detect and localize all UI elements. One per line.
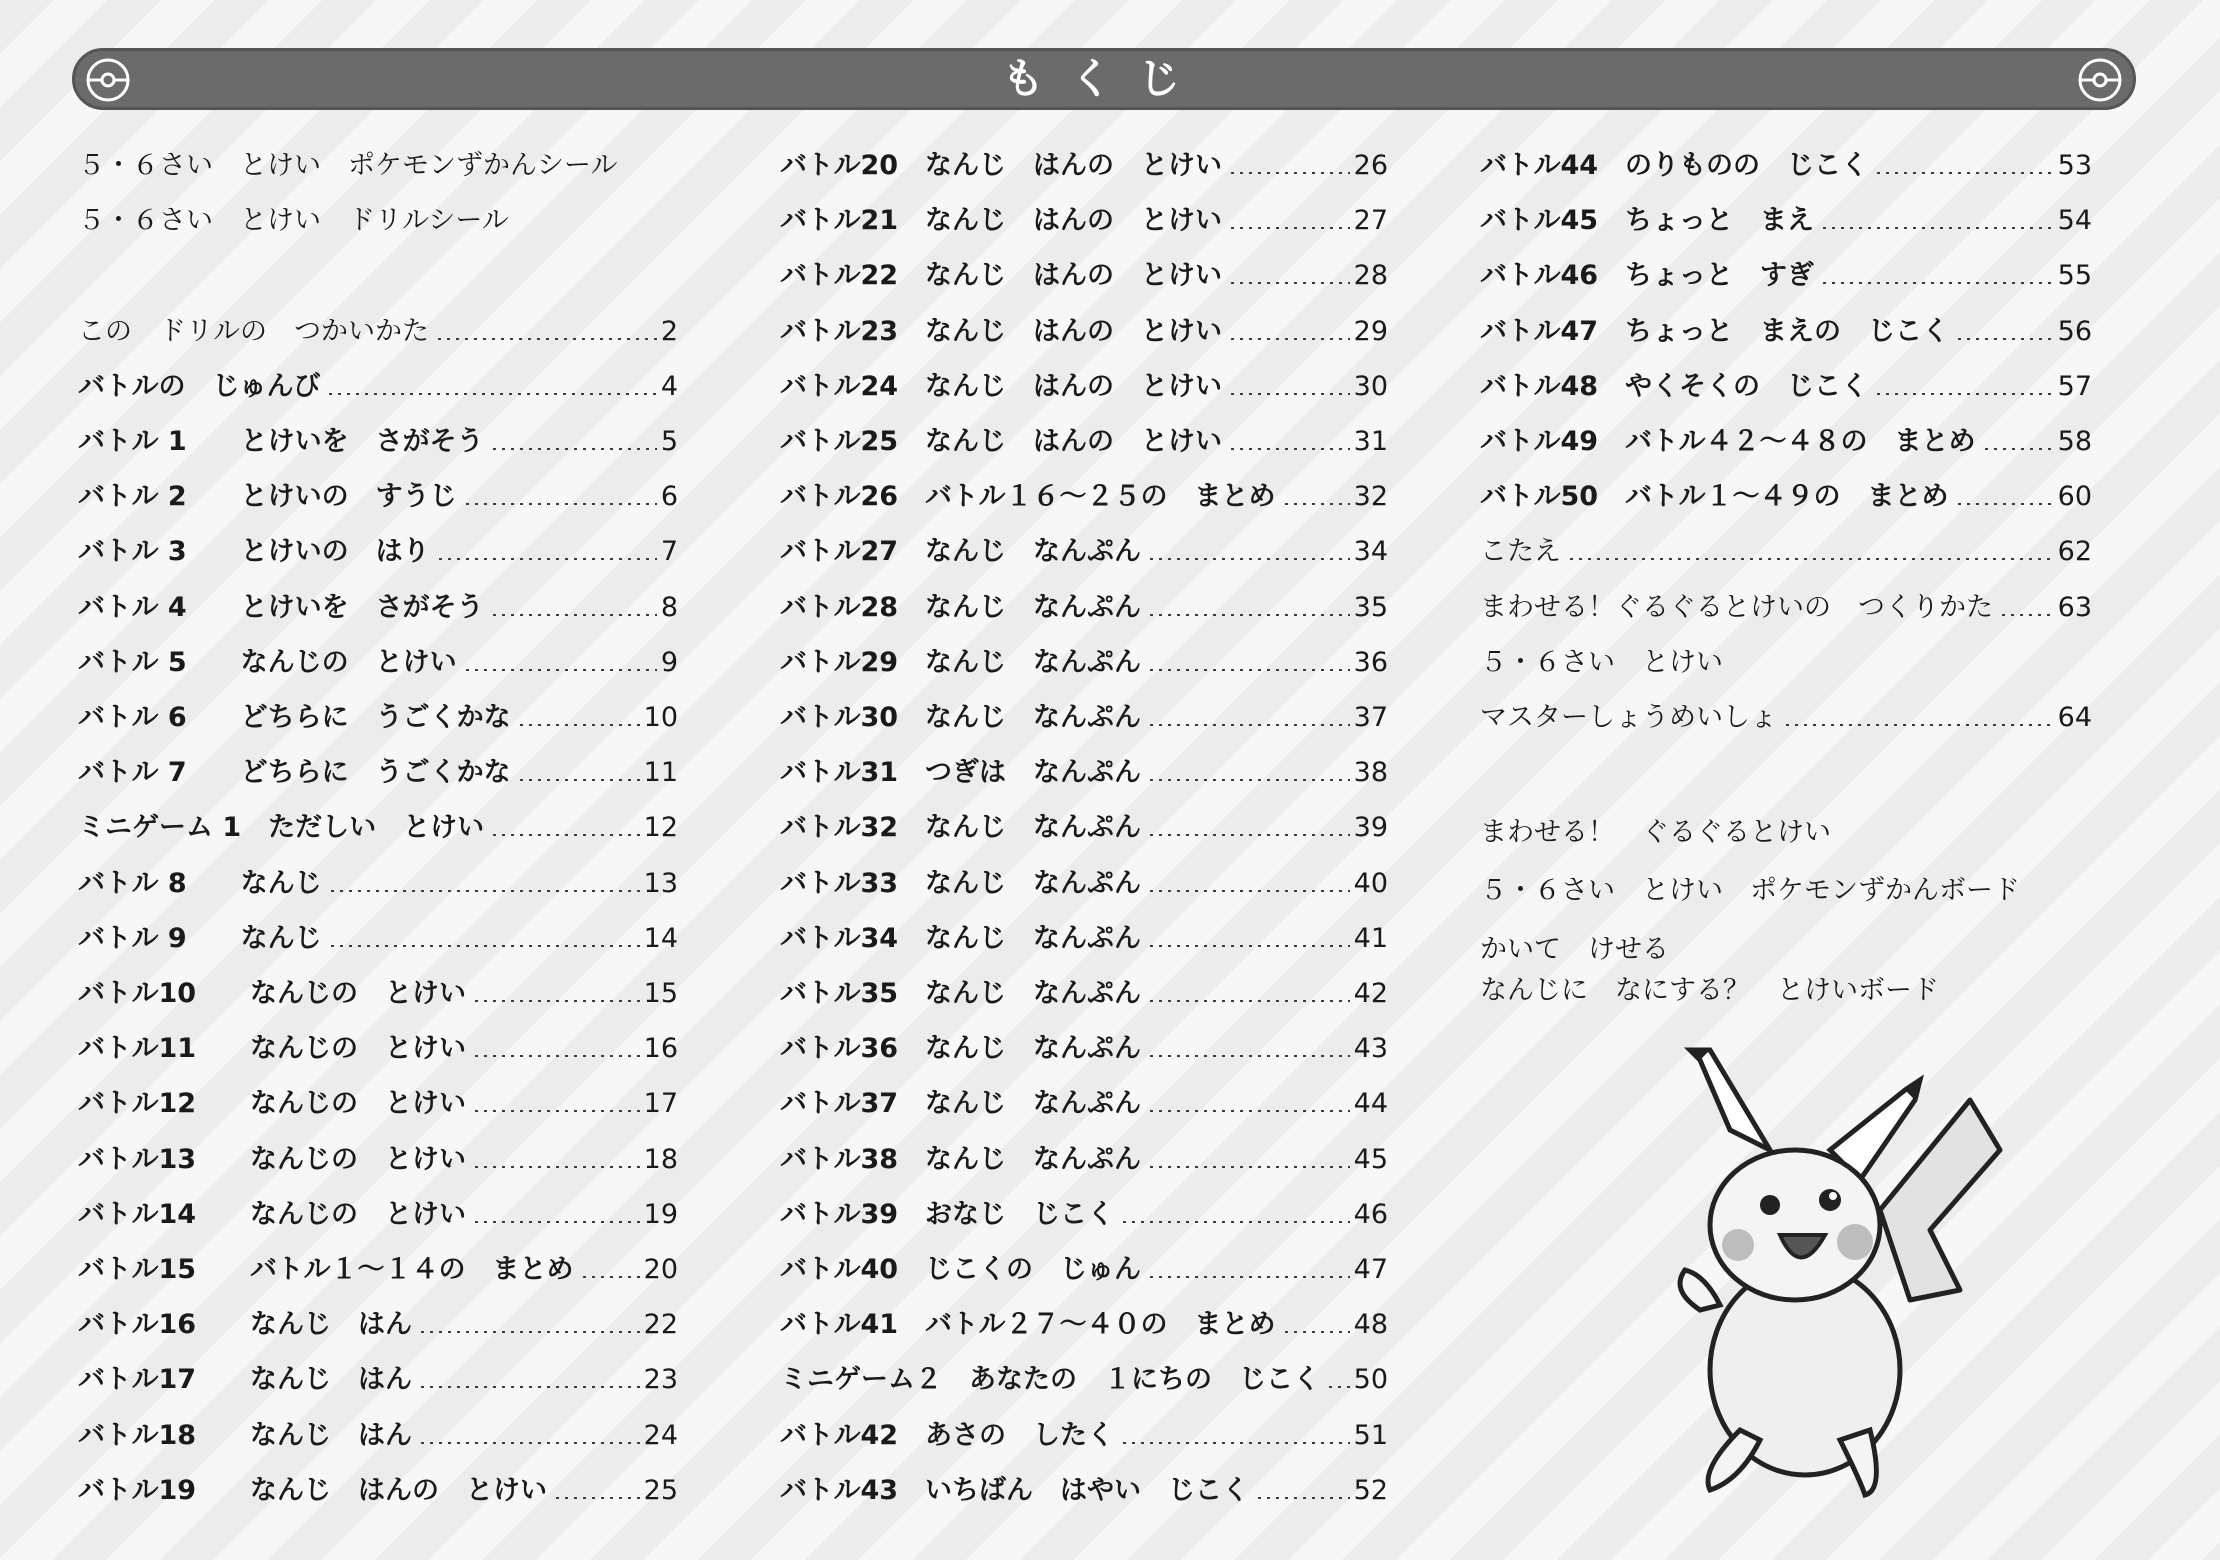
toc-entry bbox=[780, 755, 1388, 791]
toc-entry-title: バトル24 なんじ はんの とけい bbox=[780, 371, 1223, 402]
toc-page-number: 50 bbox=[1353, 1364, 1388, 1395]
page-title: もくじ bbox=[1001, 54, 1206, 103]
toc-page-number: 42 bbox=[1353, 978, 1388, 1009]
toc-entry bbox=[780, 1142, 1388, 1178]
dot-leader bbox=[1326, 1386, 1350, 1388]
toc-entry-title: マスターしょうめいしょ bbox=[1480, 702, 1777, 733]
toc-entry-title: バトル41 バトル２７〜４０の まとめ bbox=[780, 1309, 1276, 1340]
toc-page-number: 57 bbox=[2057, 371, 2092, 402]
dot-leader bbox=[1147, 1110, 1350, 1112]
toc-entry bbox=[78, 755, 678, 791]
toc-page-number: 7 bbox=[660, 536, 678, 567]
toc-entry-title: ミニゲーム２ あなたの １にちの じこく bbox=[780, 1364, 1320, 1395]
dot-leader bbox=[1228, 282, 1350, 284]
dot-leader bbox=[517, 724, 640, 726]
dot-leader bbox=[1228, 393, 1350, 395]
pikachu-illustration bbox=[1630, 1040, 2030, 1500]
toc-entry-title: バトル 3 とけいの はり bbox=[78, 536, 430, 567]
toc-entry-title: バトル16 なんじ はん bbox=[78, 1309, 413, 1340]
dot-leader bbox=[1255, 1497, 1350, 1499]
toc-entry bbox=[780, 369, 1388, 405]
toc-page-number: 8 bbox=[660, 592, 678, 623]
toc-entry-title: バトル45 ちょっと まえ bbox=[1480, 205, 1815, 236]
extra-item: ５・６さい とけい ポケモンずかんボード bbox=[1480, 875, 2020, 906]
toc-entry bbox=[1480, 479, 2092, 515]
dot-leader bbox=[463, 669, 657, 671]
toc-entry-title: バトル40 じこくの じゅん bbox=[780, 1254, 1142, 1285]
dot-leader bbox=[1955, 503, 2054, 505]
dot-leader bbox=[1147, 1000, 1350, 1002]
toc-page-number: 64 bbox=[2057, 702, 2092, 733]
toc-page-number: 29 bbox=[1353, 316, 1388, 347]
dot-leader bbox=[472, 1221, 640, 1223]
toc-entry-title: バトル18 なんじ はん bbox=[78, 1420, 413, 1451]
dot-leader bbox=[1228, 227, 1350, 229]
toc-page-number: 60 bbox=[2057, 481, 2092, 512]
toc-entry bbox=[780, 314, 1388, 350]
toc-entry-title: バトルの じゅんび bbox=[78, 371, 321, 402]
toc-page-number: 48 bbox=[1353, 1309, 1388, 1340]
toc-page-number: 51 bbox=[1353, 1420, 1388, 1451]
toc-entry-title: バトル13 なんじの とけい bbox=[78, 1144, 467, 1175]
toc-entry bbox=[78, 976, 678, 1012]
dot-leader bbox=[1147, 724, 1350, 726]
dot-leader bbox=[1147, 669, 1350, 671]
dot-leader bbox=[580, 1276, 640, 1278]
dot-leader bbox=[1147, 834, 1350, 836]
dot-leader bbox=[1982, 448, 2054, 450]
toc-page-number: 10 bbox=[643, 702, 678, 733]
toc-page-number: 4 bbox=[660, 371, 678, 402]
toc-page-number: 41 bbox=[1353, 923, 1388, 954]
dot-leader bbox=[1282, 1331, 1350, 1333]
toc-entry bbox=[78, 866, 678, 902]
dot-leader bbox=[1955, 338, 2054, 340]
toc-entry bbox=[78, 534, 678, 570]
dot-leader bbox=[1874, 393, 2054, 395]
toc-entry-title: バトル47 ちょっと まえの じこく bbox=[1480, 316, 1950, 347]
toc-entry bbox=[780, 479, 1388, 515]
toc-entry-title: バトル32 なんじ なんぷん bbox=[780, 812, 1142, 843]
dot-leader bbox=[435, 338, 657, 340]
toc-entry bbox=[780, 534, 1388, 570]
toc-page-number: 55 bbox=[2057, 260, 2092, 291]
toc-entry bbox=[78, 590, 678, 626]
title-bar bbox=[72, 48, 2136, 110]
toc-entry-title: バトル38 なんじ なんぷん bbox=[780, 1144, 1142, 1175]
toc-entry-title: バトル11 なんじの とけい bbox=[78, 1033, 467, 1064]
toc-page-number: 24 bbox=[643, 1420, 678, 1451]
toc-entry bbox=[78, 810, 678, 846]
toc-entry-title: バトル 4 とけいを さがそう bbox=[78, 592, 484, 623]
dot-leader bbox=[1567, 558, 2054, 560]
toc-page-number: 38 bbox=[1353, 757, 1388, 788]
toc-entry bbox=[780, 1307, 1388, 1343]
toc-entry-title: バトル21 なんじ はんの とけい bbox=[780, 205, 1223, 236]
dot-leader bbox=[1783, 724, 2054, 726]
toc-page-number: 17 bbox=[643, 1088, 678, 1119]
dot-leader bbox=[1147, 1276, 1350, 1278]
dot-leader bbox=[1147, 779, 1350, 781]
dot-leader bbox=[490, 614, 657, 616]
toc-page-number: 52 bbox=[1353, 1475, 1388, 1506]
dot-leader bbox=[1147, 558, 1350, 560]
toc-entry-title: バトル17 なんじ はん bbox=[78, 1364, 413, 1395]
toc-entry-title: バトル46 ちょっと すぎ bbox=[1480, 260, 1815, 291]
toc-page-number: 9 bbox=[660, 647, 678, 678]
toc-entry bbox=[1480, 148, 2092, 184]
dot-leader bbox=[418, 1331, 640, 1333]
toc-entry-title: バトル 6 どちらに うごくかな bbox=[78, 702, 511, 733]
toc-page-number: 16 bbox=[643, 1033, 678, 1064]
toc-entry-title: バトル29 なんじ なんぷん bbox=[780, 647, 1142, 678]
toc-entry bbox=[780, 976, 1388, 1012]
toc-entry-title: バトル35 なんじ なんぷん bbox=[780, 978, 1142, 1009]
dot-leader bbox=[1147, 1055, 1350, 1057]
dot-leader bbox=[418, 1442, 640, 1444]
toc-page-number: 2 bbox=[660, 316, 678, 347]
toc-page-number: 37 bbox=[1353, 702, 1388, 733]
toc-entry-title: バトル27 なんじ なんぷん bbox=[780, 536, 1142, 567]
toc-entry-title: バトル37 なんじ なんぷん bbox=[780, 1088, 1142, 1119]
dot-leader bbox=[1228, 448, 1350, 450]
toc-entry bbox=[78, 148, 678, 184]
dot-leader bbox=[1120, 1442, 1350, 1444]
toc-page-number: 46 bbox=[1353, 1199, 1388, 1230]
toc-page-number: 39 bbox=[1353, 812, 1388, 843]
toc-entry-title: ５・６さい とけい ポケモンずかんシール bbox=[78, 150, 618, 181]
toc-entry-title: バトル15 バトル１〜１４の まとめ bbox=[78, 1254, 574, 1285]
dot-leader bbox=[328, 890, 640, 892]
toc-page-number: 25 bbox=[643, 1475, 678, 1506]
dot-leader bbox=[472, 1055, 640, 1057]
toc-page-number: 30 bbox=[1353, 371, 1388, 402]
toc-entry bbox=[780, 866, 1388, 902]
toc-entry bbox=[78, 921, 678, 957]
dot-leader bbox=[1228, 172, 1350, 174]
toc-entry bbox=[78, 700, 678, 736]
toc-page-number: 20 bbox=[643, 1254, 678, 1285]
toc-entry bbox=[780, 1473, 1388, 1509]
dot-leader bbox=[553, 1497, 640, 1499]
toc-entry bbox=[780, 1197, 1388, 1233]
toc-entry-title: バトル 1 とけいを さがそう bbox=[78, 426, 484, 457]
toc-page-number: 11 bbox=[643, 757, 678, 788]
toc-page-number: 12 bbox=[643, 812, 678, 843]
toc-entry bbox=[780, 810, 1388, 846]
toc-page-number: 47 bbox=[1353, 1254, 1388, 1285]
toc-entry-title: バトル 9 なんじ bbox=[78, 923, 322, 954]
dot-leader bbox=[1147, 890, 1350, 892]
toc-page-number: 35 bbox=[1353, 592, 1388, 623]
toc-page-number: 19 bbox=[643, 1199, 678, 1230]
dot-leader bbox=[472, 1000, 640, 1002]
extra-item: まわせる！ ぐるぐるとけい bbox=[1480, 817, 1831, 848]
toc-entry-title: バトル33 なんじ なんぷん bbox=[780, 868, 1142, 899]
toc-page-number: 5 bbox=[660, 426, 678, 457]
dot-leader bbox=[328, 945, 640, 947]
dot-leader bbox=[326, 393, 656, 395]
dot-leader bbox=[1120, 1221, 1350, 1223]
toc-entry-title: バトル14 なんじの とけい bbox=[78, 1199, 467, 1230]
toc-entry-title: バトル31 つぎは なんぷん bbox=[780, 757, 1142, 788]
toc-page-number: 54 bbox=[2057, 205, 2092, 236]
toc-entry bbox=[780, 1418, 1388, 1454]
toc-page-number: 14 bbox=[643, 923, 678, 954]
dot-leader bbox=[1820, 227, 2054, 229]
toc-page-number: 44 bbox=[1353, 1088, 1388, 1119]
toc-entry bbox=[1480, 424, 2092, 460]
toc-entry-title: バトル20 なんじ はんの とけい bbox=[780, 150, 1223, 181]
toc-entry-title: バトル39 おなじ じこく bbox=[780, 1199, 1115, 1230]
toc-entry bbox=[78, 1142, 678, 1178]
dot-leader bbox=[1228, 338, 1350, 340]
toc-page-number: 15 bbox=[643, 978, 678, 1009]
toc-page-number: 28 bbox=[1353, 260, 1388, 291]
toc-entry bbox=[1480, 534, 2092, 570]
toc-entry bbox=[78, 203, 678, 239]
toc-page-number: 40 bbox=[1353, 868, 1388, 899]
toc-entry bbox=[78, 1473, 678, 1509]
dot-leader bbox=[1147, 614, 1350, 616]
toc-entry-title: バトル 5 なんじの とけい bbox=[78, 647, 457, 678]
toc-entry-title: バトル34 なんじ なんぷん bbox=[780, 923, 1142, 954]
toc-page-number: 6 bbox=[660, 481, 678, 512]
toc-page-number: 27 bbox=[1353, 205, 1388, 236]
extra-item: かいて けせる bbox=[1480, 934, 1669, 965]
toc-entry bbox=[1480, 203, 2092, 239]
dot-leader bbox=[472, 1166, 640, 1168]
toc-page-number: 32 bbox=[1353, 481, 1388, 512]
toc-entry bbox=[78, 1252, 678, 1288]
toc-entry-title: バトル42 あさの したく bbox=[780, 1420, 1115, 1451]
toc-entry bbox=[1480, 645, 2092, 681]
dot-leader bbox=[1874, 172, 2054, 174]
toc-page-number: 63 bbox=[2057, 592, 2092, 623]
dot-leader bbox=[1147, 945, 1350, 947]
toc-entry bbox=[780, 1031, 1388, 1067]
toc-page-number: 58 bbox=[2057, 426, 2092, 457]
toc-entry bbox=[78, 369, 678, 405]
toc-entry bbox=[780, 148, 1388, 184]
toc-entry bbox=[780, 1086, 1388, 1122]
toc-entry bbox=[780, 921, 1388, 957]
toc-entry bbox=[780, 424, 1388, 460]
toc-entry bbox=[780, 203, 1388, 239]
toc-entry bbox=[780, 1252, 1388, 1288]
toc-entry-title: バトル10 なんじの とけい bbox=[78, 978, 467, 1009]
dot-leader bbox=[1282, 503, 1350, 505]
toc-entry bbox=[78, 424, 678, 460]
toc-entry bbox=[78, 1418, 678, 1454]
toc-entry-title: バトル23 なんじ はんの とけい bbox=[780, 316, 1223, 347]
toc-entry bbox=[780, 258, 1388, 294]
toc-page-number: 31 bbox=[1353, 426, 1388, 457]
toc-page-number: 56 bbox=[2057, 316, 2092, 347]
toc-entry bbox=[78, 1086, 678, 1122]
toc-entry-title: バトル 7 どちらに うごくかな bbox=[78, 757, 511, 788]
toc-page-number: 23 bbox=[643, 1364, 678, 1395]
toc-entry-title: バトル 2 とけいの すうじ bbox=[78, 481, 457, 512]
toc-entry-title: バトル19 なんじ はんの とけい bbox=[78, 1475, 548, 1506]
dot-leader bbox=[517, 779, 640, 781]
toc-page-number: 18 bbox=[643, 1144, 678, 1175]
toc-entry-title: バトル49 バトル４２〜４８の まとめ bbox=[1480, 426, 1976, 457]
toc-page-number: 43 bbox=[1353, 1033, 1388, 1064]
toc-entry bbox=[78, 1031, 678, 1067]
toc-page-number: 53 bbox=[2057, 150, 2092, 181]
dot-leader bbox=[463, 503, 657, 505]
toc-entry-title: バトル30 なんじ なんぷん bbox=[780, 702, 1142, 733]
toc-entry-title: バトル43 いちばん はやい じこく bbox=[780, 1475, 1250, 1506]
pokeball-icon bbox=[2077, 57, 2123, 103]
dot-leader bbox=[472, 1110, 640, 1112]
toc-entry-title: バトル25 なんじ はんの とけい bbox=[780, 426, 1223, 457]
toc-entry-title: バトル22 なんじ はんの とけい bbox=[780, 260, 1223, 291]
toc-entry-title: バトル28 なんじ なんぷん bbox=[780, 592, 1142, 623]
toc-entry bbox=[780, 1362, 1388, 1398]
toc-entry bbox=[780, 645, 1388, 681]
toc-entry-title: まわせる！ぐるぐるとけいの つくりかた bbox=[1480, 592, 1993, 623]
extra-item: なんじに なにする？ とけいボード bbox=[1480, 975, 1939, 1006]
toc-entry bbox=[1480, 369, 2092, 405]
toc-entry bbox=[780, 700, 1388, 736]
toc-entry-title: バトル44 のりものの じこく bbox=[1480, 150, 1869, 181]
toc-page-number: 26 bbox=[1353, 150, 1388, 181]
toc-entry bbox=[78, 1307, 678, 1343]
toc-entry bbox=[1480, 590, 2092, 626]
toc-entry-title: バトル26 バトル１６〜２５の まとめ bbox=[780, 481, 1276, 512]
toc-page-number: 62 bbox=[2057, 536, 2092, 567]
toc-entry bbox=[1480, 700, 2092, 736]
dot-leader bbox=[490, 834, 639, 836]
toc-entry bbox=[78, 1362, 678, 1398]
toc-entry-title: こたえ bbox=[1480, 536, 1561, 567]
toc-entry-title: バトル 8 なんじ bbox=[78, 868, 322, 899]
toc-entry-title: バトル48 やくそくの じこく bbox=[1480, 371, 1869, 402]
dot-leader bbox=[418, 1386, 640, 1388]
toc-page-number: 13 bbox=[643, 868, 678, 899]
toc-entry bbox=[78, 479, 678, 515]
dot-leader bbox=[1999, 614, 2054, 616]
dot-leader bbox=[1820, 282, 2054, 284]
toc-entry bbox=[78, 314, 678, 350]
toc-page-number: 22 bbox=[643, 1309, 678, 1340]
toc-entry bbox=[78, 1197, 678, 1233]
toc-entry bbox=[780, 590, 1388, 626]
toc-entry-title: ５・６さい とけい ドリルシール bbox=[78, 205, 509, 236]
toc-page-number: 45 bbox=[1353, 1144, 1388, 1175]
toc-entry-title: ミニゲーム 1 ただしい とけい bbox=[78, 812, 485, 843]
dot-leader bbox=[1147, 1166, 1350, 1168]
toc-entry-title: バトル12 なんじの とけい bbox=[78, 1088, 467, 1119]
toc-page-number: 36 bbox=[1353, 647, 1388, 678]
toc-page-number: 34 bbox=[1353, 536, 1388, 567]
toc-entry-title: この ドリルの つかいかた bbox=[78, 316, 429, 347]
toc-entry-title: バトル50 バトル１〜４９の まとめ bbox=[1480, 481, 1949, 512]
toc-entry bbox=[1480, 258, 2092, 294]
dot-leader bbox=[436, 558, 657, 560]
toc-entry-title: ５・６さい とけい bbox=[1480, 647, 1723, 678]
toc-entry bbox=[1480, 314, 2092, 350]
toc-entry bbox=[78, 645, 678, 681]
toc-entry-title: バトル36 なんじ なんぷん bbox=[780, 1033, 1142, 1064]
dot-leader bbox=[490, 448, 657, 450]
